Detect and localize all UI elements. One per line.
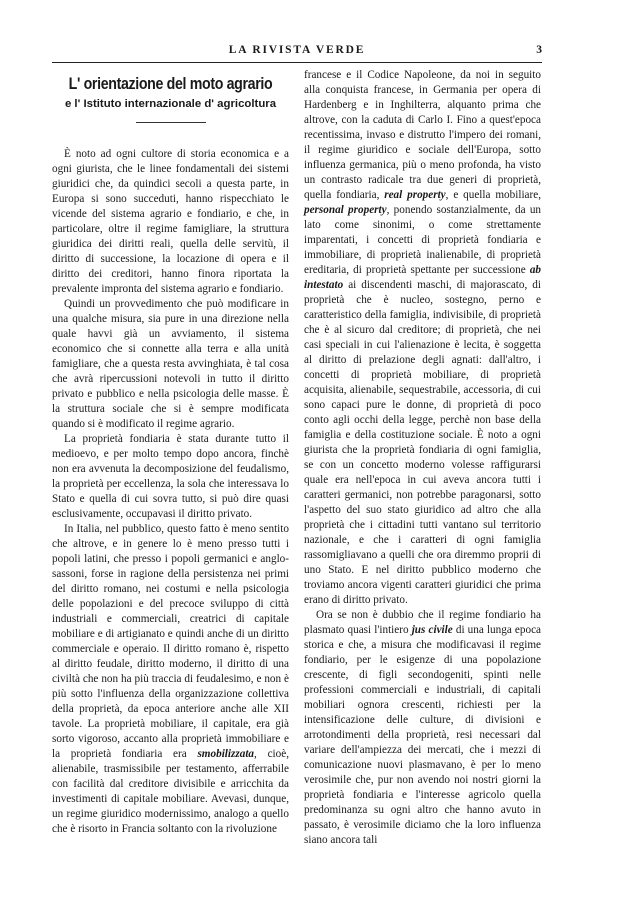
paragraph-text: , cioè, alienabile, trasmissibile per testamento, afferrabile con facilità dal creditore divisibile e arricchita da investimenti di capitale mobiliare. Avevasi, dunque, un regime giuridico modernissimo, analogo a quello che è risorto in Francia soltanto con la rivoluzione [52, 748, 289, 835]
paragraph: È noto ad ogni cultore di storia economica e a ogni giurista, che le linee fondamentali dei sistemi giuridici che, da quindici secoli a questa parte, in Europa si sono succeduti, hanno rispecchiato le vicende del sistema agrario e fondiario, e che, in particolare, oltre il regime famigliare, la struttura giuridica dei diritti reali, quella delle servitù, il diritto di successione, la locazione di opera e il diritto dei creditori, hanno finora riportata la prevalente impronta del sistema agrario e fondiario. [52, 148, 289, 295]
paragraph-text: Ora se non è dubbio che il regime fondiario ha plasmato quasi l'intiero [304, 609, 541, 636]
paragraph-text: , ponendo sostanzialmente, da un lato come sinonimi, o come strettamente imparentati, i concetti di proprietà fondiaria e immobiliare, di proprietà inalienabile, di proprietà ereditaria, di proprietà spettante per successione [304, 204, 542, 276]
italic-term: personal property [304, 204, 387, 216]
paragraph-text: , e quella mobiliare, [445, 189, 541, 201]
paragraph-text: di una lunga epoca storica e che, a misura che modificavasi il regime fondiario, per le esigenze di una popolazione crescente, di figli secondogeniti, spinti nelle professioni commerciali e industriali, di capitali mobiliari ognora crescenti, richiesti per la intensificazione delle culture, di divisioni e arrotondimenti della proprietà, resi necessari dal variare dell'ampiezza dei mercati, che i mezzi di comunicazione nuovi plasmavano, è per lo meno verosimile che, pur non avendo noi nostri giorni la proprietà fondiaria e l'interesse agricolo quella predominanza su ogni altro che hanno avuto in passato, è verosimile diciamo che la loro influenza siano ancora tali [304, 624, 542, 846]
article-title: L' orientazione del moto agrario [68, 75, 273, 93]
page-header [52, 44, 542, 60]
article-subtitle: e l' Istituto internazionale d' agricoltura [64, 98, 277, 110]
italic-term: smobilizzata [197, 748, 255, 760]
header-rule [52, 62, 542, 63]
title-rule [136, 122, 206, 123]
paragraph-text: In Italia, nel pubblico, questo fatto è meno sentito che altrove, e in genere lo è meno presso tutti i popoli latini, che presso i popoli germanici e anglo-sassoni, forse in ragione della persistenza nei primi del diritto romano, nei costumi e nella psicologia delle popolazioni e del precoce sviluppo di città industriali e commerciali, creatrici di capitale mobiliare e di artigianato e quindi anche di un diritto commerciale e operaio. Il diritto romano è, rispetto al diritto feudale, diritto moderno, il diritto di una civiltà che non ha più traccia di feudalesimo, e non è più sotto l'influenza della organizzazione collettiva della proprietà, da epoca anteriore anche alle XII tavole. La proprietà mobiliare, il capitale, era già sorto vigoroso, accanto alla proprietà immobiliare e la proprietà fondiaria era [52, 523, 289, 760]
paragraph: La proprietà fondiaria è stata durante tutto il medioevo, e per molto tempo dopo ancora, finchè non era avvenuta la decomposizione del feudalismo, la proprietà per eccellenza, la sola che interessava lo Stato e quella di cui sovra tutto, si può dire quasi esclusivamente, occupavasi il diritto privato. [52, 433, 289, 520]
italic-term: ab intestato [304, 264, 541, 291]
italic-term: real property [384, 189, 446, 201]
paragraph [304, 68, 541, 608]
paragraph-text: francese e il Codice Napoleone, da noi in seguito alla conquista francese, in Germania per opera di Hardenberg e in Inghilterra, alquanto prima che altrove, con la caduta di Carlo I. Fino a quest'epoca recentissima, invaso e distrutto l'impero dei romani, il regime giuridico e sociale dell'Europa, sotto influenza germanica, più o meno profonda, ha visto un contrasto radicale tra due generi di proprietà, quella fondiaria, [304, 69, 541, 201]
italic-term: jus civile [411, 624, 453, 636]
paragraph [52, 522, 289, 837]
article-title-block [52, 74, 289, 123]
running-title: LA RIVISTA VERDE [228, 44, 366, 56]
paragraph [304, 608, 541, 848]
page-number: 3 [536, 44, 542, 56]
paragraph: Quindi un provvedimento che può modificare in una qualche misura, sia pure in una direzione nella quale havvi già un avviamento, il sistema economico che si connette alla terra e alla unità famigliare, che a questa resta avvinghiata, è tal cosa che avrà ripercussioni notevoli in tutto il diritto privato e pubblico e nella psicologia delle masse. È la struttura sociale che si è sempre modificata quando si è modificato il regime agrario. [52, 298, 289, 430]
paragraph-text: ai discendenti maschi, di majorascato, di proprietà che è nucleo, sostegno, perno e caratteristico della famiglia, indivisibile, di proprietà che è al sicuro dal creditore; di proprietà, che nei casi speciali in cui l'alienazione è lecita, è soggetta al diritto di prelazione degli agnati: dall'altro, i concetti di proprietà mobiliare, di proprietà acquisita, alienabile, sequestrabile, accessoria, di cui sono capaci pure le donne, di proprietà di poco conto agli occhi della legge, perchè non base della famiglia e della costituzione sociale. È noto a ogni giurista che la proprietà fondiaria di ogni famiglia, se con un concetto moderno volesse raffigurarsi quale era nell'epoca in cui aveva ancora tutti i caratteri germanici, non potrebbe paragonarsi, sotto l'aspetto del suo stato giuridico ad altro che alla proprietà che i cittadini tutti vantano sul territorio nazionale, e che i caratteri di ogni famiglia rassomigliavano a quelli che ora diremmo proprii di uno Stato. E nel diritto pubblico moderno che troviamo ancora vigenti caratteri giuridici che prima erano di diritto privato. [304, 279, 541, 606]
left-column [52, 68, 289, 837]
right-column [304, 68, 541, 848]
